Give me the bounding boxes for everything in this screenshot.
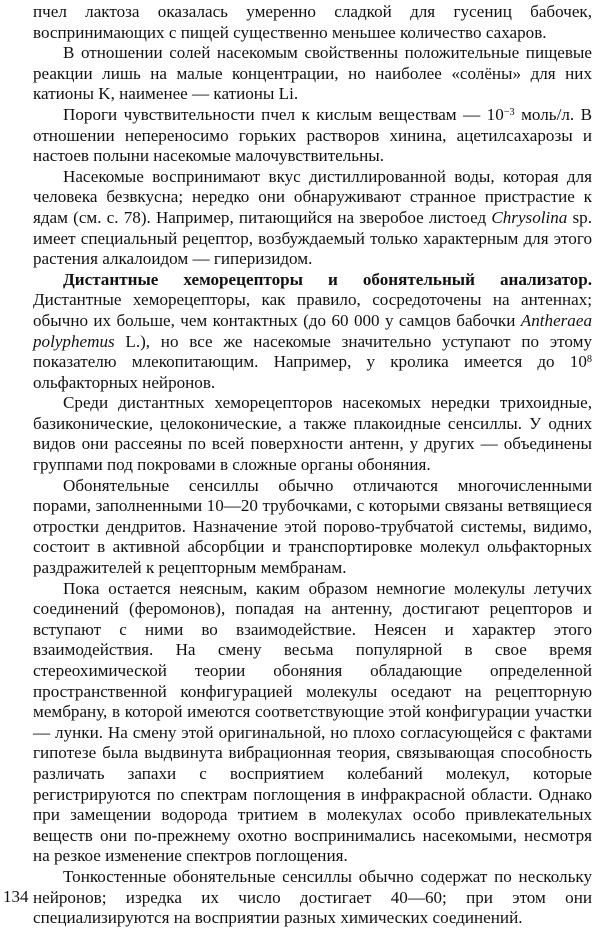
- text-run: Дистантные хеморецепторы, как правило, сосредоточены на антеннах; обычно их больше, чем контактных (до 60 000 у самцов бабочки: [33, 290, 592, 330]
- text-run: В отношении солей насекомым свойственны положительные пищевые реакции лишь на малые концентрации, но наиболее «солёны» для них катионы K, наименее — катионы Li.: [33, 43, 592, 104]
- text-run: L.), но все же насекомые значительно уступают по этому показателю млекопитающим. Например, у кролика имеется до 10: [33, 331, 592, 372]
- text-run: Тонкостенные обонятельные сенсиллы обычно содержат по нескольку нейронов; изредка их число достигает 40—60; при этом они специализируются на восприятии разных химических соединений.: [33, 866, 592, 928]
- paragraph: [33, 867, 592, 929]
- text-run: Обонятельные сенсиллы обычно отличаются многочисленными порами, заполненными 10—20 трубочками, с которыми связаны ветвящиеся отростки дендритов. Назначение этой порово-трубчатой системы, видимо, состоит в активной абсорбции и транспортировке молекул ольфакторных раздражителей к рецепторным мембранам.: [33, 475, 592, 578]
- text-run: пчел лактоза оказалась умеренно сладкой для гусениц бабочек, воспринимающих с пищей существенно меньшее количество сахаров.: [33, 2, 592, 42]
- text-run: Насекомые воспринимают вкус дистиллированной воды, которая для человека безвкусна; нередко они обнаруживают странное пристрастие к ядам (см. с. 78). Например, питающийся на зверобое листоед: [33, 166, 592, 227]
- section-heading: Дистантные хеморецепторы и обонятельный анализатор.: [63, 269, 592, 289]
- italic-term: Chrysolina: [491, 207, 568, 227]
- paragraph: [33, 393, 592, 475]
- paragraph: [33, 2, 592, 43]
- text-run: Среди дистантных хеморецепторов насекомых нередки трихоидные, базиконические, целоконические, а также плакоидные сенсиллы. У одних видов они рассеяны по всей поверхности антенн, у других — объединены группами под покровами в сложные органы обоняния.: [33, 393, 592, 475]
- text-run: Пока остается неясным, каким образом немногие молекулы летучих соединений (феромонов), попадая на антенну, достигают рецепторов и вступают с ними во взаимодействие. Неясен и характер этого взаимодействия. На смену весьма популярной в свое время стереохимической теории обоняния обладающие определенной пространственной конфигурацией молекулы оседают на рецепторную мембрану, в которой имеются соответствующие этой конфигурации участки — лунки. На смену этой оригинальной, но плохо согласующейся с фактами гипотезе была выдвинута вибрационная теория, связывающая способность различать запахи с восприятием колебаний молекул, которые регистрируются по спектрам поглощения в инфракрасной области. Однако при замещении водорода тритием в молекулах особо привлекательных веществ они по-прежнему охотно воспринимались насекомыми, несмотря на резкое изменение спектров поглощения.: [33, 578, 592, 866]
- paragraph: [33, 476, 592, 579]
- superscript: −3: [503, 107, 515, 119]
- italic-term: Antheraea polyphemus: [33, 310, 592, 351]
- text-run: Пороги чувствительности пчел к кислым веществам — 10: [63, 104, 504, 124]
- paragraph: [33, 270, 592, 394]
- paragraph: [33, 43, 592, 105]
- paragraph: [33, 167, 592, 270]
- body-text: [33, 2, 592, 929]
- text-run: моль/л. В отношении непереносимо горьких растворов хинина, ацетилсахарозы и настоев полыни насекомые малочувствительны.: [33, 104, 592, 166]
- page-number: 134: [3, 887, 29, 906]
- text-run: ольфакторных нейронов.: [33, 372, 216, 392]
- superscript: 8: [586, 354, 592, 366]
- text-run: sp. имеет специальный рецептор, возбуждаемый только характерным для этого растения алкалоидом — гиперизидом.: [33, 207, 592, 269]
- paragraph: [33, 579, 592, 867]
- paragraph: [33, 105, 592, 167]
